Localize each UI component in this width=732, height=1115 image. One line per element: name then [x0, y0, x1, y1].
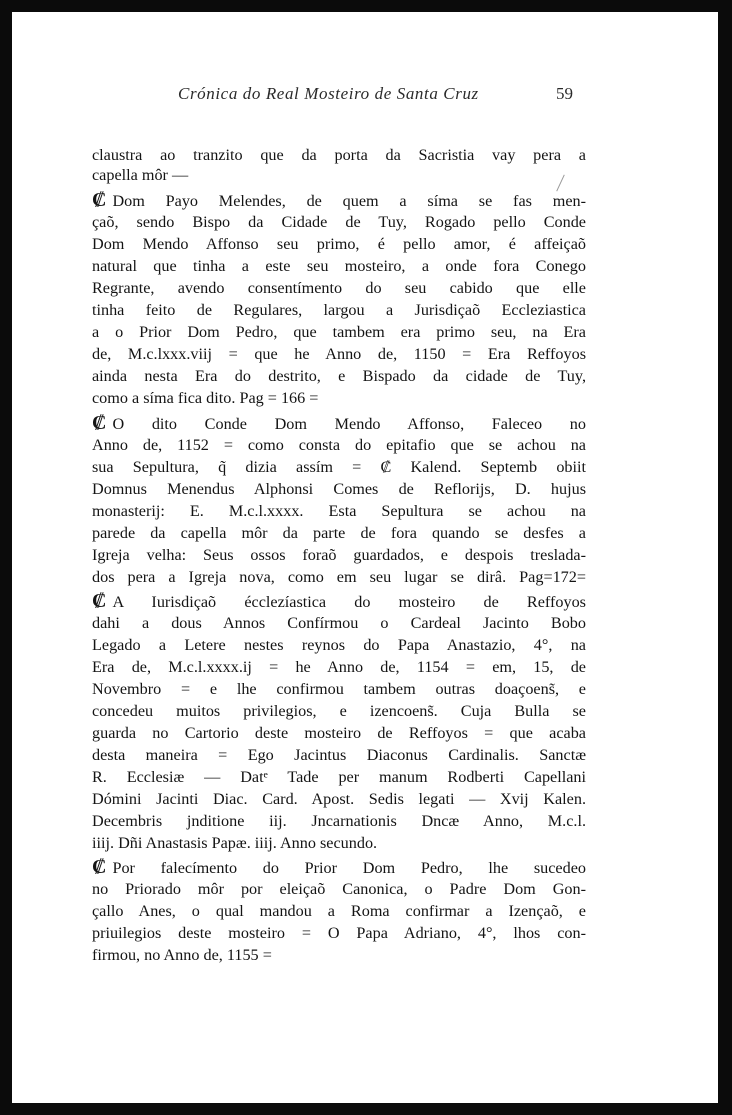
paragraph-start	[92, 412, 586, 434]
text-line: desta maneira = Ego Jacintus Diaconus Cardinalis. Sanctæ	[92, 746, 586, 764]
text-line: dos pera a Igreja nova, como em seu lugar se dirâ. Pag=172=	[92, 568, 586, 586]
running-header	[12, 84, 718, 108]
text-line: priuilegios deste mosteiro = O Papa Adriano, 4°, lhos con-	[92, 924, 586, 942]
paragraph-start	[92, 856, 586, 878]
text-line: tinha feito de Regulares, largou a Jurisdiçaõ Eccleziastica	[92, 301, 586, 319]
text-line: guarda no Cartorio deste mosteiro de Reffoyos = que acaba	[92, 724, 586, 742]
pilcrow-mark: ₡	[92, 412, 107, 434]
pilcrow-mark: ₡	[92, 590, 107, 612]
text-line: R. Ecclesiæ — Datᵉ Tade per manum Rodberti Capellani	[92, 768, 586, 786]
text-line: Anno de, 1152 = como consta do epitafio que se achou na	[92, 436, 586, 454]
text-line: çaõ, sendo Bispo da Cidade de Tuy, Rogado pello Conde	[92, 213, 586, 231]
text-line: sua Sepultura, q̃ dizia assím = ₡ Kalend. Septemb obiit	[92, 458, 586, 476]
text-line: Decembris jnditione iij. Jncarnationis Dncæ Anno, M.c.l.	[92, 812, 586, 830]
book-page	[12, 12, 718, 1103]
text-line: capella môr —	[92, 166, 189, 184]
text-line: firmou, no Anno de, 1155 =	[92, 946, 272, 964]
text-line: çallo Anes, o qual mandou a Roma confirmar a Izençaõ, e	[92, 902, 586, 920]
text-line: claustra ao tranzito que da porta da Sacristia vay pera a	[92, 146, 586, 164]
pilcrow-mark: ₡	[92, 856, 107, 878]
text-line: monasterij: E. M.c.l.xxxx. Esta Sepultura se achou na	[92, 502, 586, 520]
text-line: Dom Mendo Affonso seu primo, é pello amor, é affeiçaõ	[92, 235, 586, 253]
text-line: Igreja velha: Seus ossos foraõ guardados, e despois treslada-	[92, 546, 586, 564]
text-line: Legado a Letere nestes reynos do Papa Anastazio, 4°, na	[92, 636, 586, 654]
page-number: 59	[556, 84, 573, 103]
text-line: Dómini Jacinti Diac. Card. Apost. Sedis legati — Xvij Kalen.	[92, 790, 586, 808]
text-line: Por falecímento do Prior Dom Pedro, lhe sucedeo	[112, 859, 586, 877]
paragraph-start	[92, 189, 586, 211]
text-line: dahi a dous Annos Confírmou o Cardeal Jacinto Bobo	[92, 614, 586, 632]
text-line: A Iurisdiçaõ écclezíastica do mosteiro de Reffoyos	[112, 593, 586, 611]
text-line: Novembro = e lhe confirmou tambem outras doaçoens̃, e	[92, 680, 586, 698]
running-title: Crónica do Real Mosteiro de Santa Cruz	[178, 84, 479, 103]
text-line: Dom Payo Melendes, de quem a síma se fas men-	[112, 192, 586, 210]
text-line: natural que tinha a este seu mosteiro, a onde fora Conego	[92, 257, 586, 275]
text-line: Era de, M.c.l.xxxx.ij = he Anno de, 1154 = em, 15, de	[92, 658, 586, 676]
text-line: iiij. Dñi Anastasis Papæ. iiij. Anno secundo.	[92, 834, 378, 852]
paragraph-start	[92, 590, 586, 612]
text-line: ainda nesta Era do destrito, e Bispado da cidade de Tuy,	[92, 367, 586, 385]
text-line: a o Prior Dom Pedro, que tambem era primo seu, na Era	[92, 323, 586, 341]
pilcrow-mark: ₡	[92, 189, 107, 211]
text-line: concedeu muitos privilegios, e izencoens̃. Cuja Bulla se	[92, 702, 586, 720]
text-line: no Priorado môr por eleiçaõ Canonica, o Padre Dom Gon-	[92, 880, 586, 898]
text-line: parede da capella môr da parte de fora quando se desfes a	[92, 524, 586, 542]
text-line: como a síma fica dito. Pag = 166 =	[92, 389, 319, 407]
text-line: Regrante, avendo consentímento do seu cabido que elle	[92, 279, 586, 297]
text-line: Domnus Menendus Alphonsi Comes de Reflorijs, D. hujus	[92, 480, 586, 498]
text-line: O dito Conde Dom Mendo Affonso, Faleceo no	[112, 415, 586, 433]
text-line: de, M.c.lxxx.viij = que he Anno de, 1150 = Era Reffoyos	[92, 345, 586, 363]
